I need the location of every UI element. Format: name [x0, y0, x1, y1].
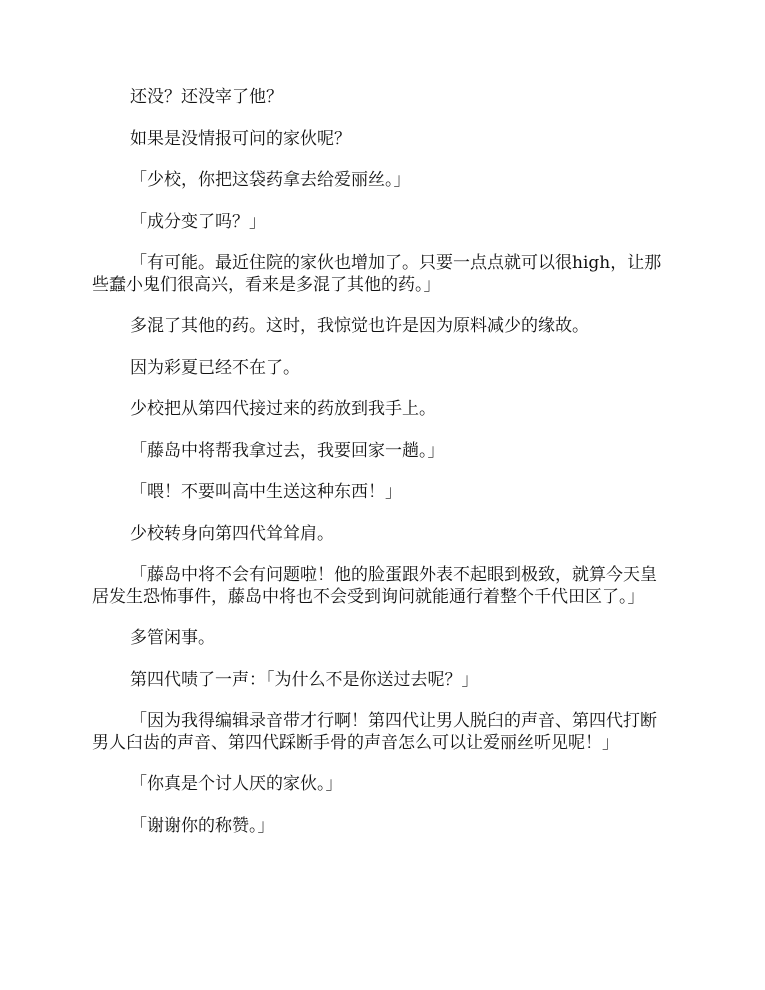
paragraph: 第四代啧了一声：「为什么不是你送过去呢？」 [130, 669, 479, 690]
paragraph: 「成分变了吗？」 [130, 211, 266, 232]
paragraph: 如果是没情报可问的家伙呢？ [130, 128, 351, 149]
paragraph: 「少校，你把这袋药拿去给爱丽丝。」 [130, 170, 411, 190]
paragraph: 因为彩夏已经不在了。 [130, 357, 300, 378]
paragraph: 「藤岛中将不会有问题啦！他的脸蛋跟外表不起眼到极致，就算今天皇居发生恐怖事件，藤岛中将也不会受到询问就能通行着整个千代田区了。」 [92, 565, 657, 607]
paragraph: 「喂！不要叫高中生送这种东西！」 [130, 482, 402, 502]
paragraph: 多混了其他的药。这时，我惊觉也许是因为原料减少的缘故。 [130, 316, 589, 336]
paragraph: 少校把从第四代接过来的药放到我手上。 [130, 399, 436, 419]
paragraph: 还没？还没宰了他？ [130, 87, 283, 107]
paragraph: 「谢谢你的称赞。」 [130, 815, 275, 836]
paragraph: 「有可能。最近住院的家伙也增加了。只要一点点就可以很high，让那些蠢小鬼们很高兴，看来是多混了其他的药。」 [92, 253, 662, 295]
paragraph: 「藤岛中将帮我拿过去，我要回家一趟。」 [130, 440, 445, 461]
paragraph: 「因为我得编辑录音带才行啊！第四代让男人脱臼的声音、第四代打断男人臼齿的声音、第四代踩断手骨的声音怎么可以让爱丽丝听见呢！」 [92, 711, 657, 753]
paragraph: 少校转身向第四代耸耸肩。 [130, 523, 334, 544]
paragraph: 「你真是个讨人厌的家伙。」 [130, 774, 343, 794]
paragraph: 多管闲事。 [130, 628, 215, 648]
